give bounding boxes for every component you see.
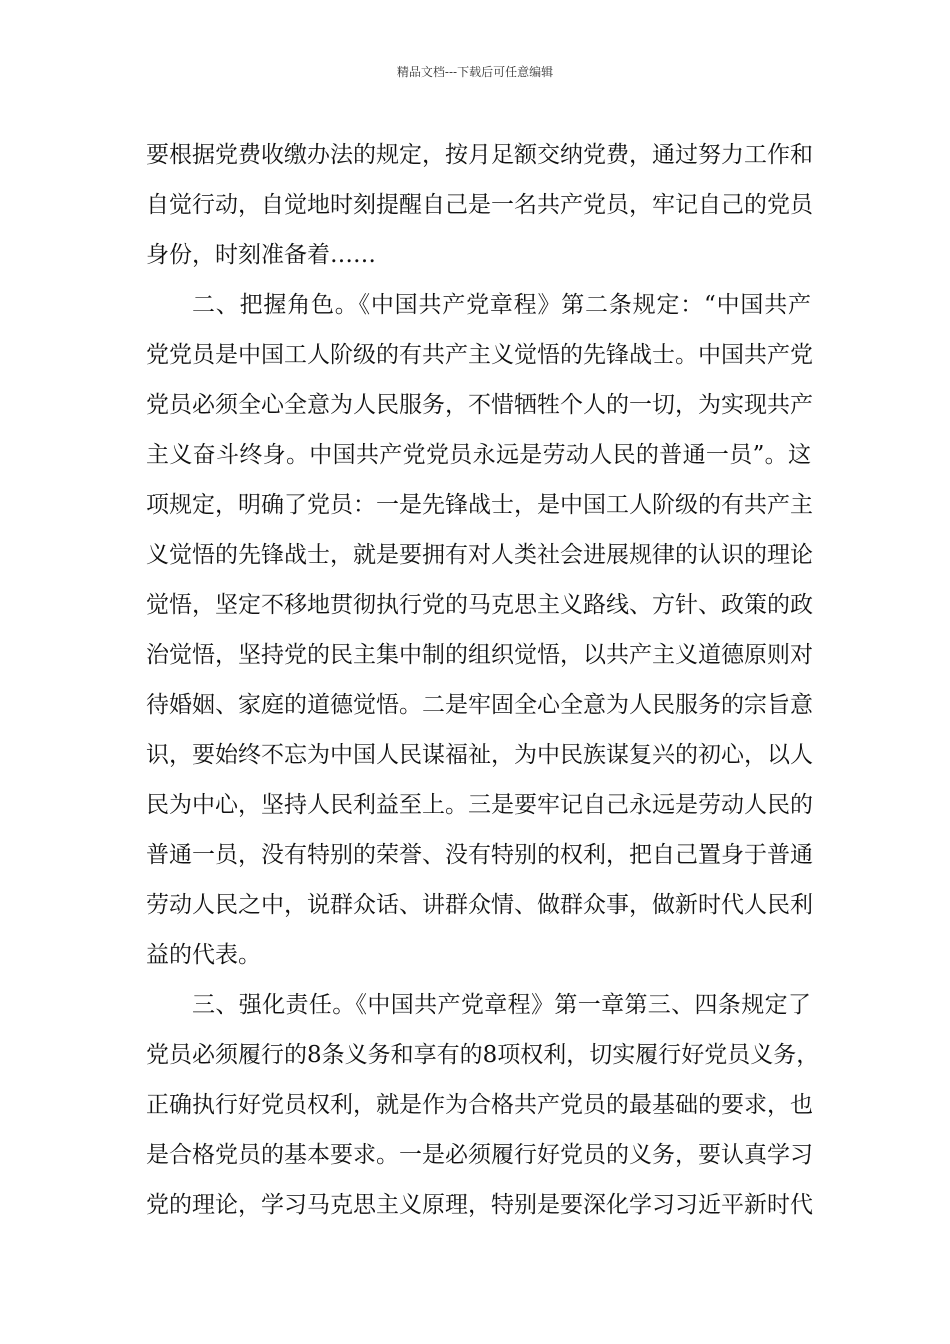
text-line: 党员必须履行的8条义务和享有的8项权利，切实履行好党员义务， bbox=[146, 1042, 820, 1068]
text-line: 党的理论，学习马克思主义原理，特别是要深化学习习近平新时代 bbox=[146, 1192, 813, 1218]
text-line: 待婚姻、家庭的道德觉悟。二是牢固全心全意为人民服务的宗旨意 bbox=[146, 692, 813, 718]
text-line: 三、强化责任。《中国共产党章程》第一章第三、四条规定了 bbox=[192, 992, 811, 1018]
text-line: 治觉悟，坚持党的民主集中制的组织觉悟，以共产主义道德原则对 bbox=[146, 642, 813, 668]
text-line: 益的代表。 bbox=[146, 942, 261, 968]
text-line: 民为中心，坚持人民利益至上。三是要牢记自己永远是劳动人民的 bbox=[146, 792, 813, 818]
paragraph-2 bbox=[146, 280, 811, 980]
text-line: 普通一员，没有特别的荣誉、没有特别的权利，把自己置身于普通 bbox=[146, 842, 813, 868]
paragraph-3 bbox=[146, 980, 820, 1230]
text-line: 劳动人民之中，说群众话、讲群众情、做群众事，做新时代人民利 bbox=[146, 892, 813, 918]
text-line: 正确执行好党员权利，就是作为合格共产党员的最基础的要求，也 bbox=[146, 1092, 813, 1118]
text-line: 二、把握角色。《中国共产党章程》第二条规定：“中国共产 bbox=[192, 292, 811, 318]
text-line: 觉悟，坚定不移地贯彻执行党的马克思主义路线、方针、政策的政 bbox=[146, 592, 813, 618]
text-line: 义觉悟的先锋战士，就是要拥有对人类社会进展规律的认识的理论 bbox=[146, 542, 813, 568]
text-line: 身份，时刻准备着…… bbox=[146, 242, 376, 268]
text-line: 识，要始终不忘为中国人民谋福祉，为中民族谋复兴的初心，以人 bbox=[146, 742, 813, 768]
document-body bbox=[146, 130, 820, 1230]
text-line: 党员必须全心全意为人民服务，不惜牺牲个人的一切，为实现共产 bbox=[146, 392, 813, 418]
text-line: 项规定，明确了党员：一是先锋战士，是中国工人阶级的有共产主 bbox=[146, 492, 813, 518]
text-line: 要根据党费收缴办法的规定，按月足额交纳党费，通过努力工作和 bbox=[146, 142, 813, 168]
text-line: 党党员是中国工人阶级的有共产主义觉悟的先锋战士。中国共产党 bbox=[146, 342, 813, 368]
page-header: 精品文档---下载后可任意编辑 bbox=[396, 65, 554, 79]
text-line: 自觉行动，自觉地时刻提醒自己是一名共产党员，牢记自己的党员 bbox=[146, 192, 813, 218]
paragraph-1 bbox=[146, 130, 811, 280]
text-line: 是合格党员的基本要求。一是必须履行好党员的义务，要认真学习 bbox=[146, 1142, 813, 1168]
text-line: 主义奋斗终身。中国共产党党员永远是劳动人民的普通一员”。这 bbox=[146, 442, 811, 468]
